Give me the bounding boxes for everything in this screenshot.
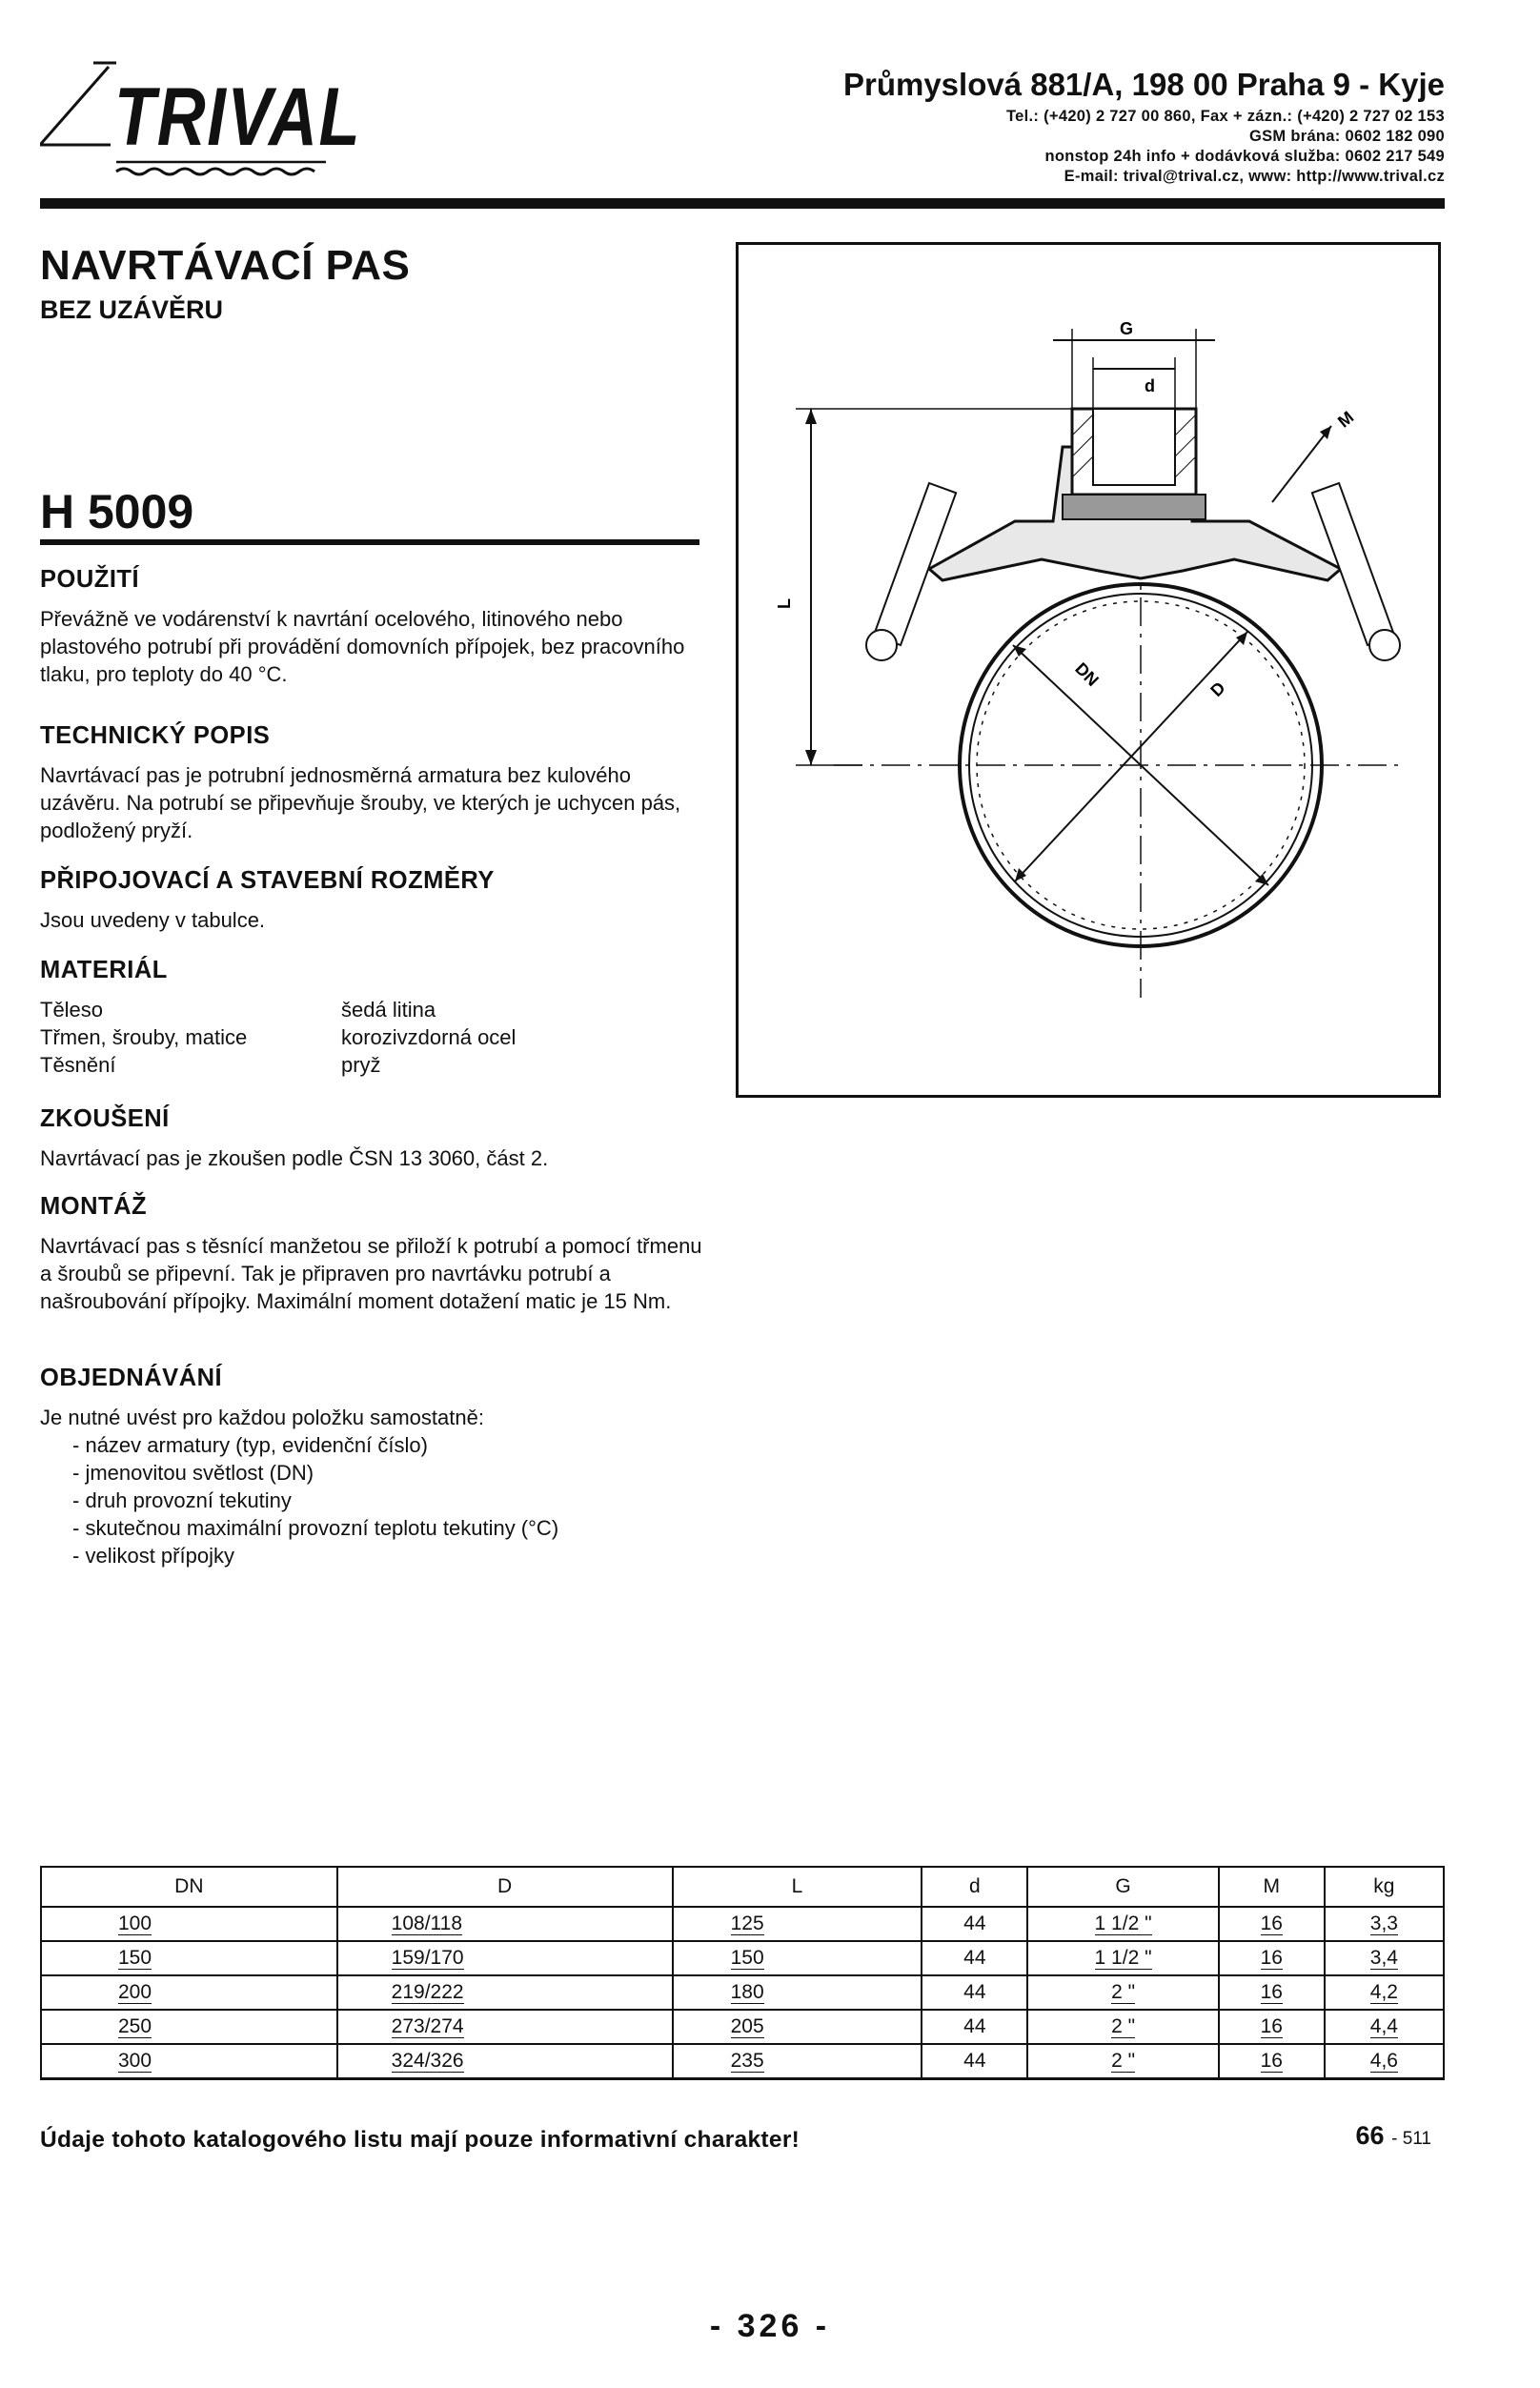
- drawing-svg: [739, 245, 1438, 1095]
- section-text: Jsou uvedeny v tabulce.: [40, 908, 266, 932]
- col-header: DN: [41, 1867, 337, 1907]
- table-row: 250 273/274 205 44 2 " 16 4,4: [41, 2010, 1444, 2044]
- material-row: Těleso šedá litina: [40, 998, 436, 1022]
- disclaimer: Údaje tohoto katalogového listu mají pouze informativní charakter!: [40, 2127, 800, 2153]
- table-row: 300 324/326 235 44 2 " 16 4,6: [41, 2044, 1444, 2079]
- product-title: NAVRTÁVACÍ PAS: [40, 242, 411, 289]
- contact-line: GSM brána: 0602 182 090: [1248, 128, 1445, 145]
- list-item: - druh provozní tekutiny: [72, 1487, 717, 1514]
- company-address: Průmyslová 881/A, 198 00 Praha 9 - Kyje: [842, 67, 1445, 102]
- section-technical: [40, 722, 717, 844]
- section-text: Navrtávací pas s těsnící manžetou se přiloží k potrubí a pomocí třmenu a šroubů se připevní. Tak je připraven pro navrtávku potrubí a našroubování přípojky. Maximální moment dotažení matic je 15 Nm.: [40, 1234, 702, 1313]
- table-row: 200 219/222 180 44 2 " 16 4,2: [41, 1975, 1444, 2010]
- brand-name: TRIVAL: [114, 71, 362, 163]
- section-heading: MATERIÁL: [40, 957, 168, 983]
- section-text: Navrtávací pas je zkoušen podle ČSN 13 3060, část 2.: [40, 1146, 549, 1170]
- col-header: d: [922, 1867, 1027, 1907]
- col-header: D: [337, 1867, 673, 1907]
- code-divider: [40, 539, 699, 545]
- contact-line: Tel.: (+420) 2 727 00 860, Fax + zázn.: (+420) 2 727 02 153: [1006, 108, 1445, 125]
- section-assembly: [40, 1193, 717, 1315]
- label-d: d: [1145, 376, 1155, 395]
- dimensions-table: [40, 1866, 1445, 2080]
- section-heading: ZKOUŠENÍ: [40, 1105, 170, 1132]
- section-heading: OBJEDNÁVÁNÍ: [40, 1365, 223, 1391]
- col-header: L: [673, 1867, 922, 1907]
- label-G: G: [1120, 319, 1134, 338]
- page-number: - 326 -: [709, 2308, 831, 2344]
- section-testing: [40, 1105, 717, 1172]
- section-usage: [40, 566, 717, 688]
- trival-logo: [40, 50, 362, 202]
- section-heading: PŘIPOJOVACÍ A STAVEBNÍ ROZMĚRY: [40, 867, 495, 894]
- section-ordering: [40, 1365, 717, 1569]
- col-header: M: [1219, 1867, 1325, 1907]
- section-text: Navrtávací pas je potrubní jednosměrná armatura bez kulového uzávěru. Na potrubí se připevňuje šrouby, ve kterých je uchycen pás, podložený pryží.: [40, 763, 681, 842]
- list-item: - název armatury (typ, evidenční číslo): [72, 1431, 717, 1459]
- order-list: [40, 1431, 717, 1569]
- table-header-row: [41, 1867, 1444, 1907]
- contact-line: E-mail: trival@trival.cz, www: http://www.trival.cz: [1064, 168, 1445, 185]
- catalog-page: 66 - 511: [1355, 2121, 1431, 2150]
- product-code: H 5009: [40, 485, 194, 538]
- contact-line: nonstop 24h info + dodávková služba: 0602 217 549: [1044, 148, 1445, 165]
- label-L: L: [775, 598, 794, 609]
- col-header: G: [1027, 1867, 1219, 1907]
- material-row: Těsnění pryž: [40, 1053, 381, 1077]
- list-item: - jmenovitou světlost (DN): [72, 1459, 717, 1487]
- section-dimensions: [40, 867, 717, 934]
- label-M: M: [1333, 407, 1358, 432]
- table-row: 100 108/118 125 44 1 1/2 " 16 3,3: [41, 1907, 1444, 1941]
- label-D: D: [1206, 678, 1229, 700]
- table-row: 150 159/170 150 44 1 1/2 " 16 3,4: [41, 1941, 1444, 1975]
- product-subtitle: BEZ UZÁVĚRU: [40, 295, 224, 324]
- header-divider: [40, 198, 1445, 209]
- section-material: [40, 957, 717, 1079]
- list-item: - skutečnou maximální provozní teplotu tekutiny (°C): [72, 1514, 717, 1542]
- section-text: Je nutné uvést pro každou položku samostatně:: [40, 1406, 484, 1429]
- company-info: [843, 67, 1445, 187]
- material-row: Třmen, šrouby, matice korozivzdorná ocel: [40, 1025, 517, 1049]
- section-heading: MONTÁŽ: [40, 1193, 148, 1220]
- col-header: kg: [1325, 1867, 1444, 1907]
- section-text: Převážně ve vodárenství k navrtání ocelového, litinového nebo plastového potrubí při provádění domovních přípojek, bez pracovního tlaku, pro teploty do 40 °C.: [40, 607, 685, 686]
- section-heading: TECHNICKÝ POPIS: [40, 722, 271, 749]
- section-heading: POUŽITÍ: [40, 566, 140, 593]
- technical-drawing: [736, 242, 1441, 1098]
- label-DN: DN: [1071, 658, 1103, 690]
- list-item: - velikost přípojky: [72, 1542, 717, 1569]
